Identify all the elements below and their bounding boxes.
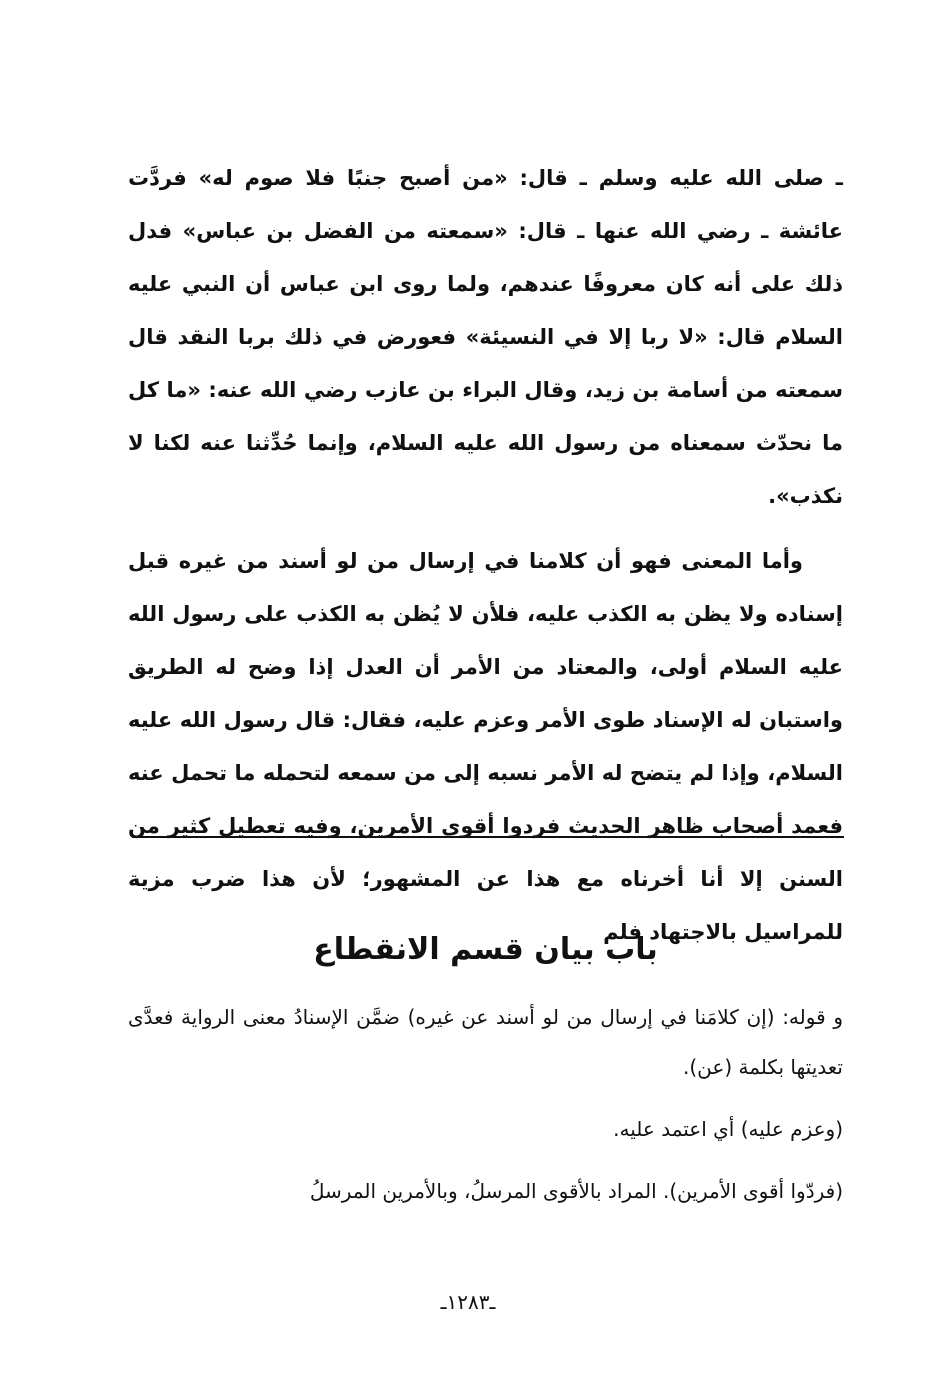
footnote-divider [132, 836, 844, 838]
commentary-notes [128, 992, 843, 1216]
main-paragraph-1: ـ صلى الله عليه وسلم ـ قال: «من أصبح جنبًا فلا صوم له» فردَّت عائشة ـ رضي الله عنها ـ قال: «سمعته من الفضل بن عباس» فدل ذلك على أنه كان معروفًا عندهم، ولما روى ابن عباس أن النبي عليه السلام قال: «لا ربا إلا في النسيئة» فعورض في ذلك بربا النقد قال سمعته من أسامة بن زيد، وقال البراء بن عازب رضي الله عنه: «ما كل ما نحدّث سمعناه من رسول الله عليه السلام، وإنما حُدِّثنا عنه لكنا لا نكذب». [128, 166, 843, 508]
main-paragraph-2: وأما المعنى فهو أن كلامنا في إرسال من لو أسند من غيره قبل إسناده ولا يظن به الكذب عليه، فلأن لا يُظن به الكذب على رسول الله عليه السلام أولى، والمعتاد من الأمر أن العدل إذا وضح له الطريق واستبان له الإسناد طوى الأمر وعزم عليه، فقال: قال رسول الله عليه السلام، وإذا لم يتضح له الأمر نسبه إلى من سمعه لتحمله ما تحمل عنه فعمد أصحاب ظاهر الحديث فردوا أقوى الأمرين، وفيه تعطيل كثير من السنن إلا أنا أخرناه مع هذا عن المشهور؛ لأن هذا ضرب مزية للمراسيل بالاجتهاد فلم [128, 549, 843, 944]
page-number: ـ١٢٨٣ـ [440, 1290, 496, 1314]
note-1: و قوله: (إن كلامَنا في إرسال من لو أسند عن غيره) ضمَّن الإسنادُ معنى الرواية فعدَّى تعديتها بكلمة (عن). [128, 1005, 843, 1079]
note-3: (فردّوا أقوى الأمرين). المراد بالأقوى المرسلُ، وبالأمرين المرسلُ [309, 1179, 843, 1203]
note-2: (وعزم عليه) أي اعتمد عليه. [613, 1117, 843, 1141]
section-heading: باب بيان قسم الانقطاع [313, 932, 658, 967]
